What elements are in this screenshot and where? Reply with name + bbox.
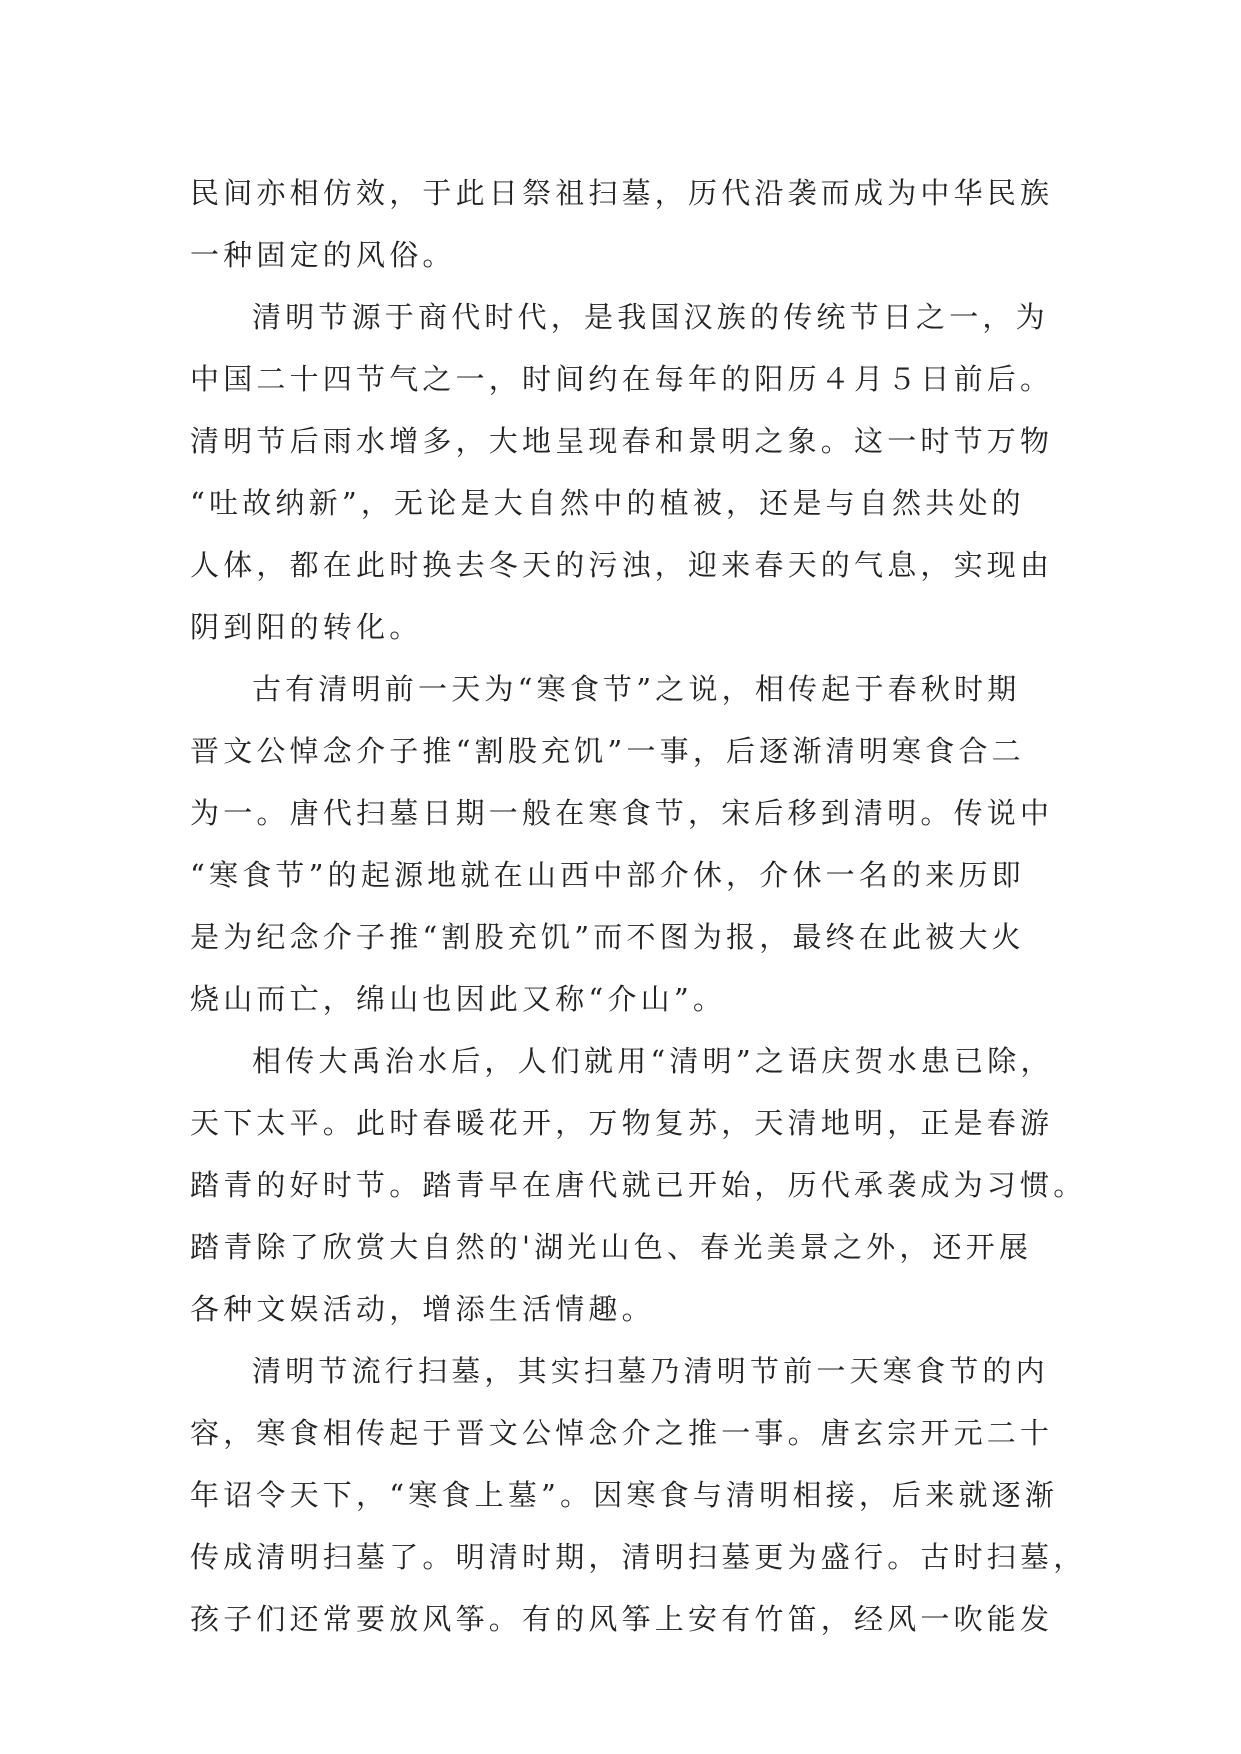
text-line: 阴到阳的转化。 [190, 610, 423, 644]
text-line: 人体，都在此时换去冬天的污浊，迎来春天的气息，实现由 [190, 548, 1054, 582]
text-line: 清明节后雨水增多，大地呈现春和景明之象。这一时节万物 [190, 424, 1054, 458]
paragraph-start-line: 清明节流行扫墓，其实扫墓乃清明节前一天寒食节的内 [252, 1354, 1049, 1388]
text-line: 孩子们还常要放风筝。有的风筝上安有竹笛，经风一吹能发 [190, 1602, 1054, 1636]
text-line: 容，寒食相传起于晋文公悼念介之推一事。唐玄宗开元二十 [190, 1416, 1054, 1450]
text-line: 民间亦相仿效，于此日祭祖扫墓，历代沿袭而成为中华民族 [190, 176, 1054, 210]
document-body [190, 162, 1087, 1650]
paragraph-start-line: 清明节源于商代时代，是我国汉族的传统节日之一，为 [252, 300, 1049, 334]
text-line: 年诏令天下，“寒食上墓”。因寒食与清明相接，后来就逐渐 [190, 1478, 1059, 1512]
text-line: “吐故纳新”，无论是大自然中的植被，还是与自然共处的 [190, 486, 1025, 520]
text-line: 烧山而亡，绵山也因此又称“介山”。 [190, 982, 727, 1016]
text-line: 各种文娱活动，增添生活情趣。 [190, 1292, 655, 1326]
paragraph-start-line: 古有清明前一天为“寒食节”之说，相传起于春秋时期 [252, 672, 1021, 706]
paragraph-start-line: 相传大禹治水后，人们就用“清明”之语庆贺水患已除， [252, 1044, 1054, 1078]
text-line: 踏青的好时节。踏青早在唐代就已开始，历代承袭成为习惯。 [190, 1168, 1087, 1202]
text-line: 踏青除了欣赏大自然的'湖光山色、春光美景之外，还开展 [190, 1230, 1033, 1264]
text-line: 天下太平。此时春暖花开，万物复苏，天清地明，正是春游 [190, 1106, 1054, 1140]
text-line: 为一。唐代扫墓日期一般在寒食节，宋后移到清明。传说中 [190, 796, 1054, 830]
text-line: 一种固定的风俗。 [190, 238, 456, 272]
text-line: 是为纪念介子推“割股充饥”而不图为报，最终在此被大火 [190, 920, 1025, 954]
text-line: 中国二十四节气之一，时间约在每年的阳历４月５日前后。 [190, 362, 1054, 396]
text-line: 传成清明扫墓了。明清时期，清明扫墓更为盛行。古时扫墓， [190, 1540, 1087, 1574]
text-line: 晋文公悼念介子推“割股充饥”一事，后逐渐清明寒食合二 [190, 734, 1025, 768]
text-line: “寒食节”的起源地就在山西中部介休，介休一名的来历即 [190, 858, 1025, 892]
